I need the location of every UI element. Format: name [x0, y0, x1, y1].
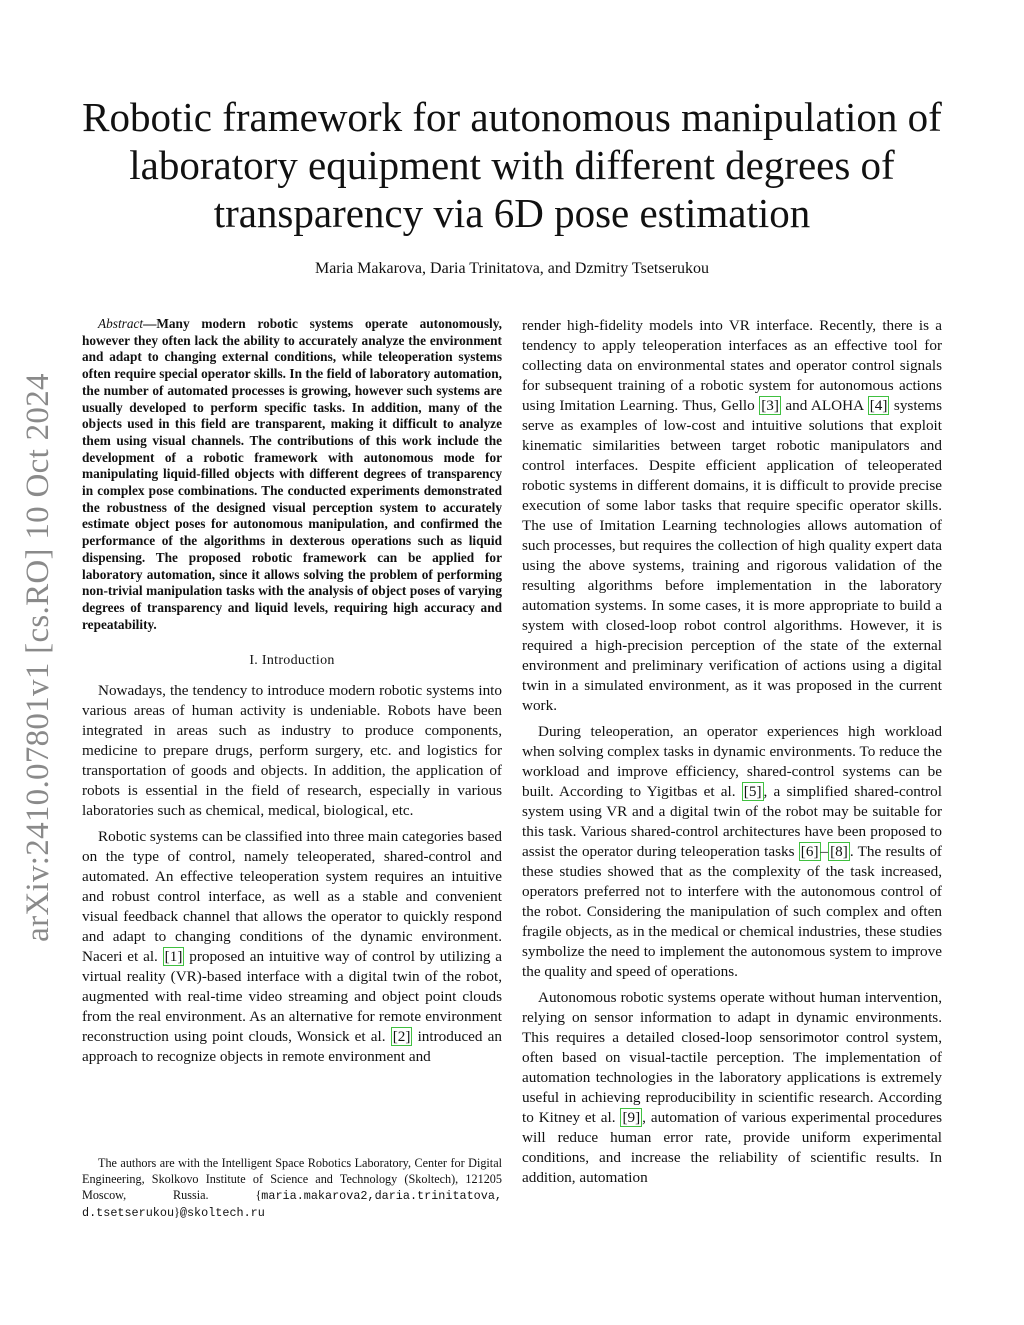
right-paragraph-2 [522, 722, 942, 982]
author-list: Maria Makarova, Daria Trinitatova, and Dzmitry Tsetserukou [314, 260, 710, 277]
text-run: Robotic systems can be classified into three main categories based on the type of control, namely teleoperated, shared-control and automated. An effective teleoperation system requires an intuitive and robust control interface, as well as a stable and convenient visual feedback channel that allows the operator to quickly respond and adapt to changing conditions of the dynamic environment. Naceri et al. [82, 828, 502, 966]
text-run: Autonomous robotic systems operate without human intervention, relying on sensor information to adapt in dynamic environments. This requires a detailed closed-loop sensorimotor control system, often based on visual-tactile perception. The implementation of automation technologies in the laboratory applications is extremely useful in achieving reproducibility in scientific research. According to Kitney et al. [522, 989, 942, 1126]
text-run: proposed an intuitive way of control by utilizing a virtual reality (VR)-based interface with a digital twin of the robot, augmented with real-time video streaming and object point clouds from the real environment. As an alternative for remote environment reconstruction using point clouds, Wonsick et al. [82, 948, 502, 1046]
citation-link-5[interactable]: [5] [743, 783, 762, 800]
footnote-text: The authors are with the Intelligent Space Robotics Laboratory, Center for Digital Engineering, Skolkovo Institute of Science and Technology (Skoltech), 121205 Moscow, Russia. [82, 1156, 502, 1202]
text-run: and ALOHA [780, 397, 868, 414]
abstract-label: Abstract [98, 316, 144, 331]
text-run: , a simplified shared-control system using VR and a digital twin of the robot may be suitable for this task. Various shared-control architectures have been proposed to assist the operator during teleoperation tasks [522, 783, 942, 860]
author-emails[interactable]: maria.makarova2,daria.trinitatova, d.tsetserukou [82, 1189, 502, 1220]
title-line-3: transparency via 6D pose estimation [213, 190, 811, 236]
citation-link-1[interactable]: [1] [164, 948, 183, 966]
intro-paragraph-2 [82, 827, 502, 1067]
right-column [522, 316, 942, 1194]
arxiv-id-text: arXiv:2410.07801v1 [cs.RO] 10 Oct 2024 [19, 372, 56, 942]
text-run: render high-fidelity models into VR interface. Recently, there is a tendency to apply teleoperation interfaces as an effective tool for collecting data on environmental states and operator control signals for subsequent training of a robotic system for autonomous actions using Imitation Learning. Thus, Gello [522, 317, 942, 414]
paper-title [60, 93, 964, 237]
abstract-text: —Many modern robotic systems operate autonomously, however they often lack the ability to accurately analyze the environment and adapt to changing external conditions, while teleoperation systems often require special operator skills. In the field of laboratory automation, the number of automated processes is growing, however such systems are usually developed to perform specific tasks. In addition, many of the objects used in this field are transparent, making it difficult to analyze them using visual channels. The contributions of this work include the development of a robotic framework with autonomous mode for manipulating liquid-filled objects with different degrees of transparency in complex pose combinations. The conducted experiments demonstrated the robustness of the designed visual perception system to accurately estimate object poses for autonomous manipulation, and confirmed the performance of the algorithms in dexterous operations such as liquid dispensing. The proposed robotic framework can be applied for laboratory automation, since it allows solving the problem of performing non-trivial manipulation tasks with the analysis of object poses of varying degrees of transparency and liquid levels, requiring high accuracy and repeatability. [82, 316, 502, 632]
left-column [82, 316, 502, 1073]
text-run: , automation of various experimental procedures will reduce human error rate, provide uniform experimental conditions, and increase the reliability of scientific results. In addition, automation [522, 1109, 942, 1186]
text-run: introduced an approach to recognize objects in remote environment and [82, 1028, 502, 1066]
arxiv-identifier-stamp [8, 352, 68, 962]
text-run: } [174, 1205, 180, 1219]
title-line-1: Robotic framework for autonomous manipulation of [82, 94, 942, 140]
title-line-2: laboratory equipment with different degrees of [129, 142, 895, 188]
citation-link-3[interactable]: [3] [761, 397, 779, 414]
text-run: systems serve as examples of low-cost and intuitive solutions that exploit kinematic similarities between target robotic manipulators and control interfaces. Despite efficient application of teleoperated robotic systems in different domains, it is difficult to provide precise execution of some labor tasks that require specific operator skills. The use of Imitation Learning technologies allows automation of such processes, but requires the collection of high quality expert data using the above systems, training and rigorous validation of the resulting algorithms before implementation in the laboratory automation systems. In some cases, it is more appropriate to build a system with closed-loop robot control algorithms. However, it is required a high-precision perception of the state of the external environment and preliminary verification of actions using a digital twin in a simulated environment, as it was proposed in the current work. [522, 397, 943, 714]
affiliation-footnote [82, 1155, 502, 1221]
section-heading-introduction: I. Introduction [249, 653, 335, 669]
text-run: – [820, 843, 829, 860]
text-run: . The results of these studies showed that as the complexity of the task increased, operators preferred not to interfere with the autonomous control of the robot. Considering the manipulation of such complex and often fragile objects, as in the medical or chemical industries, these studies symbolize the need to implement the autonomous system to improve the quality and speed of operations. [522, 843, 942, 980]
intro-paragraph-1: Nowadays, the tendency to introduce modern robotic systems into various areas of human activity is undeniable. Robots have been integrated in areas such as industry to produce components, medicine to prepare drugs, perform surgery, etc. and logistics for transportation of goods and objects. In addition, the application of robots is essential in the field of research, especially in various laboratories such as chemical, medical, biological, etc. [82, 682, 502, 820]
citation-link-2[interactable]: [2] [392, 1028, 411, 1046]
citation-link-8[interactable]: [8] [830, 843, 848, 860]
citation-link-4[interactable]: [4] [869, 397, 888, 414]
text-run: { [255, 1188, 262, 1202]
email-domain: @skoltech.ru [179, 1206, 265, 1220]
citation-link-9[interactable]: [9] [622, 1109, 641, 1126]
abstract [82, 316, 502, 633]
text-run: During teleoperation, an operator experiences high workload when solving complex tasks in dynamic environments. To reduce the workload and improve efficiency, shared-control systems can be built. According to Yigitbas et al. [522, 723, 942, 800]
right-paragraph-3 [522, 988, 942, 1188]
citation-link-6[interactable]: [6] [800, 843, 819, 860]
right-paragraph-1 [522, 316, 942, 716]
